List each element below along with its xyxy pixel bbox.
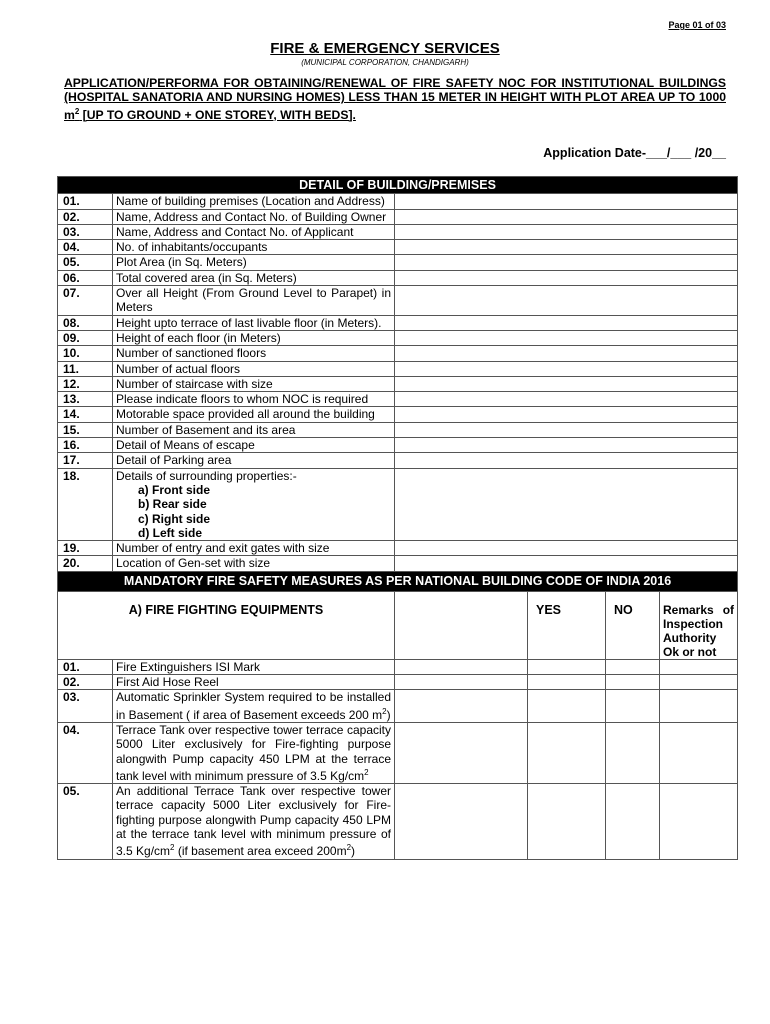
row-label: [113, 376, 395, 391]
answer-field[interactable]: [395, 330, 738, 345]
row-label: [113, 209, 395, 224]
row-label-text: Detail of Means of escape: [116, 438, 255, 453]
row-label-text: Plot Area (in Sq. Meters): [116, 255, 247, 270]
row-number: 02.: [58, 209, 113, 224]
equipment-label: [113, 690, 395, 723]
equipment-label: [113, 784, 395, 859]
row-label: [113, 438, 395, 453]
row-number: 01.: [58, 194, 113, 209]
row-label: [113, 407, 395, 422]
answer-field[interactable]: [395, 224, 738, 239]
row-label-text: Height upto terrace of last livable floor (in Meters).: [116, 315, 382, 330]
blank-cell: [395, 659, 528, 674]
form-row: [58, 270, 738, 285]
form-row: [58, 255, 738, 270]
row-number: 05.: [58, 784, 113, 859]
row-label-text: Number of staircase with size: [116, 376, 273, 391]
section-heading-text: MANDATORY FIRE SAFETY MEASURES AS PER NATIONAL BUILDING CODE OF INDIA 2016: [58, 571, 738, 591]
answer-field[interactable]: [395, 468, 738, 540]
answer-field[interactable]: [395, 286, 738, 316]
row-label: [113, 315, 395, 330]
blank-cell: [395, 591, 528, 659]
equipment-label: [113, 722, 395, 783]
row-label-text: Number of Basement and its area: [116, 422, 296, 437]
answer-field[interactable]: [395, 422, 738, 437]
application-form-table: [57, 176, 738, 860]
row-number: 16.: [58, 438, 113, 453]
equipment-label: [113, 659, 395, 674]
row-number: 09.: [58, 330, 113, 345]
form-row: [58, 315, 738, 330]
no-checkbox-cell[interactable]: [606, 675, 660, 690]
equipment-label-text: ): [351, 844, 356, 859]
org-subtitle: (MUNICIPAL CORPORATION, CHANDIGARH): [301, 58, 469, 67]
section-heading-text: DETAIL OF BUILDING/PREMISES: [58, 177, 738, 194]
application-title-text-end: [UP TO GROUND + ONE STOREY, WITH BEDS].: [79, 107, 356, 122]
answer-field[interactable]: [395, 240, 738, 255]
equipment-row: [58, 722, 738, 783]
answer-field[interactable]: [395, 541, 738, 556]
form-row: [58, 438, 738, 453]
form-row: [58, 468, 738, 540]
row-label-text: Number of entry and exit gates with size: [116, 541, 330, 556]
blank-cell: [395, 784, 528, 859]
column-header-row: [58, 591, 738, 659]
answer-field[interactable]: [395, 209, 738, 224]
row-number: 03.: [58, 690, 113, 723]
form-row: [58, 286, 738, 316]
row-label-text: Name, Address and Contact No. of Applicant: [116, 224, 354, 239]
row-number: 04.: [58, 240, 113, 255]
equipment-label-text: Terrace Tank over respective tower terrace capacity 5000 Liter exclusively for Fire-fighting purpose alongwith Pump capacity 450 LPM at the terrace tank level with minimum pressure of 3.5 Kg/cm: [116, 722, 391, 783]
row-number: 12.: [58, 376, 113, 391]
remarks-field[interactable]: [660, 675, 738, 690]
row-label: [113, 392, 395, 407]
row-number: 07.: [58, 286, 113, 316]
answer-field[interactable]: [395, 315, 738, 330]
row-number: 13.: [58, 392, 113, 407]
form-row: [58, 240, 738, 255]
form-row: [58, 392, 738, 407]
form-row: [58, 556, 738, 571]
section-heading-nbc: [58, 571, 738, 591]
row-label: [113, 541, 395, 556]
form-row: [58, 422, 738, 437]
answer-field[interactable]: [395, 453, 738, 468]
row-number: 18.: [58, 468, 113, 540]
row-label: [113, 270, 395, 285]
blank-cell: [395, 722, 528, 783]
equipment-label-text: ): [386, 707, 391, 722]
row-label-text: Total covered area (in Sq. Meters): [116, 270, 297, 285]
remarks-field[interactable]: [660, 690, 738, 723]
equipment-label: [113, 675, 395, 690]
row-number: 01.: [58, 659, 113, 674]
answer-field[interactable]: [395, 346, 738, 361]
superscript: 2: [74, 106, 80, 116]
row-label: [113, 330, 395, 345]
application-title-text: APPLICATION/PERFORMA FOR OBTAINING/RENEWAL OF FIRE SAFETY NOC FOR INSTITUTIONAL BUILDINGS (HOSPITAL SANATORIA AND NURSING HOMES) LESS THAN 15 METER IN HEIGHT WITH PLOT AREA UP TO 1000 m: [64, 76, 726, 122]
superscript: 2: [364, 767, 369, 777]
answer-field[interactable]: [395, 194, 738, 209]
surrounding-side-label: a) Front side: [138, 482, 211, 497]
row-number: 04.: [58, 722, 113, 783]
answer-field[interactable]: [395, 392, 738, 407]
row-label: [113, 361, 395, 376]
blank-cell: [395, 675, 528, 690]
no-checkbox-cell[interactable]: [606, 784, 660, 859]
superscript: 2: [170, 843, 175, 853]
row-label: [113, 453, 395, 468]
subsection-heading: A) FIRE FIGHTING EQUIPMENTS: [58, 591, 395, 659]
row-label-text: Number of sanctioned floors: [116, 346, 267, 361]
yes-checkbox-cell[interactable]: [528, 675, 606, 690]
row-number: 14.: [58, 407, 113, 422]
yes-checkbox-cell[interactable]: [528, 659, 606, 674]
row-number: 08.: [58, 315, 113, 330]
answer-field[interactable]: [395, 407, 738, 422]
form-row: [58, 407, 738, 422]
row-number: 10.: [58, 346, 113, 361]
form-row: [58, 541, 738, 556]
row-label-text: Please indicate floors to whom NOC is required: [116, 392, 369, 407]
blank-cell: [395, 690, 528, 723]
row-label-text: Name, Address and Contact No. of Building Owner: [116, 209, 387, 224]
row-label: [113, 286, 395, 316]
form-row: [58, 361, 738, 376]
answer-field[interactable]: [395, 556, 738, 571]
surrounding-side-label: d) Left side: [138, 525, 203, 540]
form-row: [58, 224, 738, 239]
no-checkbox-cell[interactable]: [606, 659, 660, 674]
equipment-label-text: Automatic Sprinkler System required to be installed in Basement ( if area of Basement exceeds 200 m: [116, 690, 391, 722]
form-row: [58, 209, 738, 224]
answer-field[interactable]: [395, 376, 738, 391]
superscript: 2: [346, 843, 352, 853]
row-label-text: Height of each floor (in Meters): [116, 330, 281, 345]
application-title: [64, 76, 726, 122]
section-heading-building: [58, 177, 738, 194]
yes-checkbox-cell[interactable]: [528, 784, 606, 859]
equipment-row: [58, 784, 738, 859]
application-date: Application Date-___/___ /20__: [543, 146, 726, 160]
row-number: 02.: [58, 675, 113, 690]
answer-field[interactable]: [395, 438, 738, 453]
form-row: [58, 330, 738, 345]
row-label-text: Over all Height (From Ground Level to Parapet) in Meters: [116, 286, 391, 315]
row-label-text: Name of building premises (Location and Address): [116, 194, 385, 209]
no-checkbox-cell[interactable]: [606, 722, 660, 783]
row-label-text: Motorable space provided all around the building: [116, 407, 375, 422]
equipment-label-text: An additional Terrace Tank over respective tower terrace capacity 5000 Liter exclusively for Fire-fighting purpose alongwith Pump capacity 450 LPM at the terrace tank level with minimum pressure of 3.5 Kg/cm: [116, 784, 391, 859]
no-checkbox-cell[interactable]: [606, 690, 660, 723]
row-number: 20.: [58, 556, 113, 571]
remarks-field[interactable]: [660, 722, 738, 783]
yes-checkbox-cell[interactable]: [528, 690, 606, 723]
yes-checkbox-cell[interactable]: [528, 722, 606, 783]
surrounding-side-label: c) Right side: [138, 511, 211, 526]
row-label: [113, 346, 395, 361]
row-label-text: No. of inhabitants/occupants: [116, 240, 268, 255]
column-remarks: Remarks of Inspection Authority Ok or not: [660, 591, 738, 659]
column-no: NO: [606, 591, 660, 659]
row-number: 11.: [58, 361, 113, 376]
org-title: FIRE & EMERGENCY SERVICES: [270, 40, 500, 57]
form-row: [58, 453, 738, 468]
row-label: [113, 240, 395, 255]
form-row: [58, 346, 738, 361]
row-label: [113, 255, 395, 270]
equipment-row: [58, 659, 738, 674]
equipment-row: [58, 690, 738, 723]
row-number: 03.: [58, 224, 113, 239]
remarks-field[interactable]: [660, 784, 738, 859]
page-number: Page 01 of 03: [668, 20, 726, 30]
row-number: 06.: [58, 270, 113, 285]
answer-field[interactable]: [395, 255, 738, 270]
surrounding-side-label: b) Rear side: [138, 497, 207, 512]
row-label: [113, 556, 395, 571]
form-row: [58, 194, 738, 209]
row-number: 05.: [58, 255, 113, 270]
row-label-text: Location of Gen-set with size: [116, 556, 271, 571]
row-label: [113, 224, 395, 239]
row-label-text: Detail of Parking area: [116, 453, 232, 468]
row-label: [113, 194, 395, 209]
row-number: 19.: [58, 541, 113, 556]
equipment-label-text: Fire Extinguishers ISI Mark: [116, 659, 261, 674]
superscript: 2: [382, 706, 387, 716]
row-number: 15.: [58, 422, 113, 437]
row-number: 17.: [58, 453, 113, 468]
answer-field[interactable]: [395, 270, 738, 285]
row-label: [113, 422, 395, 437]
column-yes: YES: [528, 591, 606, 659]
equipment-label-text: (if basement area exceed 200m: [174, 844, 347, 859]
row-label: [113, 468, 395, 540]
equipment-label-text: First Aid Hose Reel: [116, 675, 219, 690]
equipment-row: [58, 675, 738, 690]
answer-field[interactable]: [395, 361, 738, 376]
form-row: [58, 376, 738, 391]
row-label-text: Details of surrounding properties:-: [116, 468, 297, 483]
remarks-field[interactable]: [660, 659, 738, 674]
row-label-text: Number of actual floors: [116, 361, 241, 376]
